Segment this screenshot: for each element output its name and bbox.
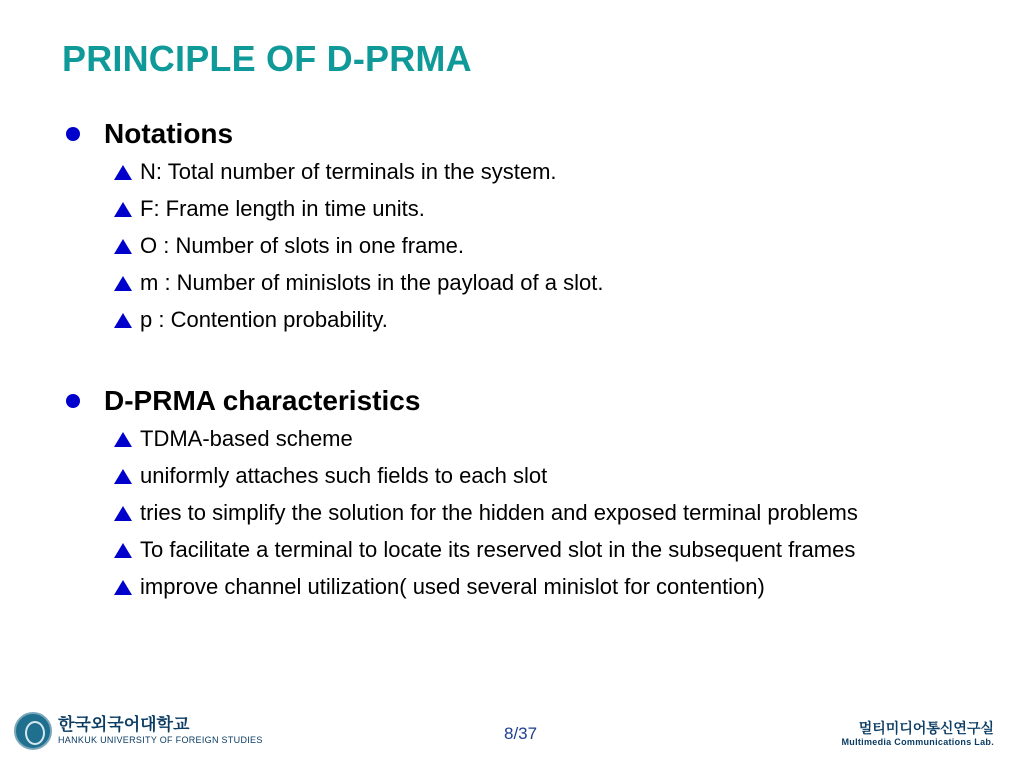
item-list [114,157,944,335]
circle-bullet-icon [66,394,80,408]
list-item-text: tries to simplify the solution for the hidden and exposed terminal problems [140,500,858,525]
list-item-text: N: Total number of terminals in the system. [140,159,557,184]
list-item [114,231,944,261]
university-name-korean: 한국외국어대학교 [58,715,190,734]
list-item [114,424,944,454]
triangle-bullet-icon [114,165,132,180]
item-list [114,424,944,602]
lab-logo [841,720,994,748]
triangle-bullet-icon [114,432,132,447]
page-number: 8/37 [504,724,538,743]
university-seal-icon [14,712,52,750]
university-name-english: HANKUK UNIVERSITY OF FOREIGN STUDIES [58,735,263,745]
section-heading [62,118,944,150]
section-heading-text: D-PRMA characteristics [104,385,421,416]
list-item-text: O : Number of slots in one frame. [140,233,465,258]
triangle-bullet-icon [114,469,132,484]
list-item [114,572,944,602]
triangle-bullet-icon [114,239,132,254]
lab-name-korean: 멀티미디어통신연구실 [858,720,994,736]
section-notations [62,118,944,335]
triangle-bullet-icon [114,506,132,521]
circle-bullet-icon [66,127,80,141]
list-item [114,535,944,565]
triangle-bullet-icon [114,313,132,328]
triangle-bullet-icon [114,276,132,291]
section-heading [62,385,944,417]
university-logo [14,712,263,750]
list-item-text: To facilitate a terminal to locate its reserved slot in the subsequent frames [140,537,856,562]
triangle-bullet-icon [114,202,132,217]
triangle-bullet-icon [114,543,132,558]
triangle-bullet-icon [114,580,132,595]
list-item-text: m : Number of minislots in the payload of a slot. [140,270,604,295]
list-item [114,194,944,224]
list-item-text: F: Frame length in time units. [140,196,425,221]
list-item-text: improve channel utilization( used several minislot for contention) [140,574,765,599]
list-item [114,305,944,335]
list-item-text: uniformly attaches such fields to each slot [140,463,548,488]
slide-title: PRINCIPLE OF D-PRMA [62,38,472,79]
section-characteristics [62,385,944,602]
list-item-text: p : Contention probability. [140,307,388,332]
lab-name-english: Multimedia Communications Lab. [841,737,994,747]
list-item-text: TDMA-based scheme [140,426,353,451]
list-item [114,268,944,298]
section-heading-text: Notations [104,118,234,149]
list-item [114,157,944,187]
list-item [114,498,944,528]
list-item [114,461,944,491]
university-name [58,716,263,746]
